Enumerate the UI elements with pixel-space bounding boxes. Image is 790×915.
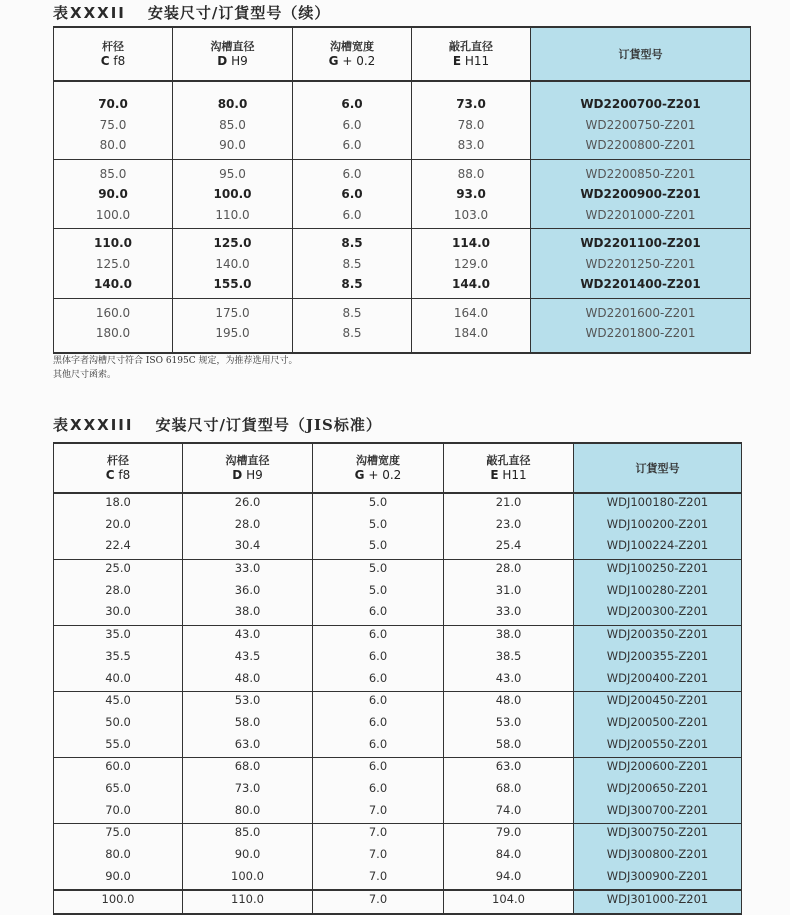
cell-groove-width: 6.0 xyxy=(313,780,444,802)
cell-rod-diameter: 35.5 xyxy=(54,648,183,670)
cell-rod-diameter: 75.0 xyxy=(54,115,173,136)
cell-groove-diameter: 195.0 xyxy=(173,323,293,353)
cell-bore-diameter: 28.0 xyxy=(444,560,574,582)
cell-bore-diameter: 53.0 xyxy=(444,714,574,736)
cell-rod-diameter: 80.0 xyxy=(54,846,183,868)
table-row xyxy=(54,714,742,736)
cell-groove-diameter: 73.0 xyxy=(183,780,313,802)
cell-groove-width: 7.0 xyxy=(313,868,444,891)
header-rod-diameter: 杆径 C f8 xyxy=(54,443,183,493)
cell-groove-diameter: 26.0 xyxy=(183,493,313,516)
cell-bore-diameter: 84.0 xyxy=(444,846,574,868)
cell-groove-width: 6.0 xyxy=(293,81,412,115)
cell-bore-diameter: 74.0 xyxy=(444,802,574,824)
cell-groove-diameter: 43.0 xyxy=(183,626,313,648)
table1-header-row xyxy=(54,27,751,81)
table-row xyxy=(54,736,742,758)
cell-order-number: WDJ100180-Z201 xyxy=(574,493,742,516)
cell-bore-diameter: 129.0 xyxy=(412,254,531,275)
cell-rod-diameter: 30.0 xyxy=(54,603,183,625)
cell-bore-diameter: 103.0 xyxy=(412,205,531,229)
cell-bore-diameter: 83.0 xyxy=(412,135,531,159)
cell-groove-diameter: 85.0 xyxy=(173,115,293,136)
cell-groove-width: 6.0 xyxy=(313,670,444,692)
cell-rod-diameter: 40.0 xyxy=(54,670,183,692)
cell-order-number: WDJ300700-Z201 xyxy=(574,802,742,824)
cell-groove-diameter: 53.0 xyxy=(183,692,313,714)
cell-groove-width: 6.0 xyxy=(293,115,412,136)
header-groove-width: 沟槽宽度 G + 0.2 xyxy=(293,27,412,81)
cell-order-number: WDJ200500-Z201 xyxy=(574,714,742,736)
header-bore-diameter: 敲孔直径 E H11 xyxy=(412,27,531,81)
cell-order-number: WD2201400-Z201 xyxy=(531,274,751,298)
cell-rod-diameter: 25.0 xyxy=(54,560,183,582)
table-row xyxy=(54,115,751,136)
cell-bore-diameter: 31.0 xyxy=(444,582,574,604)
cell-rod-diameter: 100.0 xyxy=(54,205,173,229)
cell-bore-diameter: 38.5 xyxy=(444,648,574,670)
cell-bore-diameter: 63.0 xyxy=(444,758,574,780)
cell-bore-diameter: 79.0 xyxy=(444,824,574,846)
table-row xyxy=(54,81,751,115)
table1-title xyxy=(53,2,330,23)
table1-footnote xyxy=(53,354,297,382)
cell-bore-diameter: 73.0 xyxy=(412,81,531,115)
cell-order-number: WDJ100200-Z201 xyxy=(574,516,742,538)
cell-bore-diameter: 93.0 xyxy=(412,184,531,205)
cell-bore-diameter: 114.0 xyxy=(412,229,531,254)
cell-groove-diameter: 95.0 xyxy=(173,159,293,184)
cell-bore-diameter: 184.0 xyxy=(412,323,531,353)
cell-bore-diameter: 78.0 xyxy=(412,115,531,136)
cell-rod-diameter: 85.0 xyxy=(54,159,173,184)
cell-groove-width: 8.5 xyxy=(293,254,412,275)
cell-groove-width: 5.0 xyxy=(313,582,444,604)
cell-groove-width: 7.0 xyxy=(313,802,444,824)
table-row xyxy=(54,603,742,625)
header-groove-width: 沟槽宽度 G + 0.2 xyxy=(313,443,444,493)
cell-groove-diameter: 90.0 xyxy=(173,135,293,159)
cell-groove-diameter: 48.0 xyxy=(183,670,313,692)
cell-groove-width: 5.0 xyxy=(313,493,444,516)
table2-title xyxy=(53,414,382,435)
table2-title-text: 安装尺寸/订貨型号（JIS标准） xyxy=(155,416,382,434)
table-row xyxy=(54,298,751,323)
table2-header-row xyxy=(54,443,742,493)
table-row xyxy=(54,254,751,275)
cell-bore-diameter: 43.0 xyxy=(444,670,574,692)
cell-rod-diameter: 65.0 xyxy=(54,780,183,802)
cell-order-number: WDJ100250-Z201 xyxy=(574,560,742,582)
table-row xyxy=(54,626,742,648)
cell-groove-width: 8.5 xyxy=(293,323,412,353)
table-row xyxy=(54,274,751,298)
cell-order-number: WDJ100280-Z201 xyxy=(574,582,742,604)
cell-order-number: WDJ200650-Z201 xyxy=(574,780,742,802)
cell-rod-diameter: 35.0 xyxy=(54,626,183,648)
table-row xyxy=(54,537,742,559)
cell-groove-diameter: 68.0 xyxy=(183,758,313,780)
cell-order-number: WD2200850-Z201 xyxy=(531,159,751,184)
table2-jis-dimensions xyxy=(53,442,742,915)
cell-order-number: WDJ200355-Z201 xyxy=(574,648,742,670)
cell-order-number: WD2201250-Z201 xyxy=(531,254,751,275)
cell-bore-diameter: 94.0 xyxy=(444,868,574,891)
cell-groove-diameter: 80.0 xyxy=(173,81,293,115)
cell-groove-diameter: 58.0 xyxy=(183,714,313,736)
cell-groove-diameter: 140.0 xyxy=(173,254,293,275)
cell-bore-diameter: 88.0 xyxy=(412,159,531,184)
table1-title-number: 表XXXII xyxy=(53,4,126,22)
cell-order-number: WD2201000-Z201 xyxy=(531,205,751,229)
cell-groove-width: 7.0 xyxy=(313,824,444,846)
header-rod-diameter: 杆径 C f8 xyxy=(54,27,173,81)
cell-order-number: WDJ300750-Z201 xyxy=(574,824,742,846)
table-row xyxy=(54,135,751,159)
cell-bore-diameter: 38.0 xyxy=(444,626,574,648)
cell-groove-diameter: 100.0 xyxy=(183,868,313,891)
cell-order-number: WD2200900-Z201 xyxy=(531,184,751,205)
cell-groove-diameter: 30.4 xyxy=(183,537,313,559)
cell-groove-width: 6.0 xyxy=(313,648,444,670)
cell-groove-diameter: 110.0 xyxy=(173,205,293,229)
cell-groove-width: 5.0 xyxy=(313,516,444,538)
cell-groove-diameter: 100.0 xyxy=(173,184,293,205)
cell-groove-diameter: 33.0 xyxy=(183,560,313,582)
cell-groove-width: 6.0 xyxy=(313,736,444,758)
cell-groove-diameter: 155.0 xyxy=(173,274,293,298)
cell-rod-diameter: 160.0 xyxy=(54,298,173,323)
cell-groove-width: 6.0 xyxy=(293,205,412,229)
table-row xyxy=(54,868,742,891)
cell-rod-diameter: 22.4 xyxy=(54,537,183,559)
cell-order-number: WD2200800-Z201 xyxy=(531,135,751,159)
cell-groove-width: 7.0 xyxy=(313,846,444,868)
cell-order-number: WDJ200350-Z201 xyxy=(574,626,742,648)
cell-rod-diameter: 125.0 xyxy=(54,254,173,275)
table1-installation-dimensions xyxy=(53,26,751,354)
cell-bore-diameter: 48.0 xyxy=(444,692,574,714)
cell-groove-width: 6.0 xyxy=(313,626,444,648)
cell-groove-width: 6.0 xyxy=(293,135,412,159)
cell-groove-diameter: 80.0 xyxy=(183,802,313,824)
cell-groove-diameter: 43.5 xyxy=(183,648,313,670)
cell-rod-diameter: 45.0 xyxy=(54,692,183,714)
cell-groove-width: 8.5 xyxy=(293,274,412,298)
cell-groove-diameter: 175.0 xyxy=(173,298,293,323)
cell-groove-width: 6.0 xyxy=(313,603,444,625)
table-row xyxy=(54,648,742,670)
table-row xyxy=(54,824,742,846)
cell-rod-diameter: 70.0 xyxy=(54,81,173,115)
cell-groove-width: 6.0 xyxy=(313,758,444,780)
cell-rod-diameter: 18.0 xyxy=(54,493,183,516)
cell-groove-diameter: 125.0 xyxy=(173,229,293,254)
table-row xyxy=(54,780,742,802)
cell-order-number: WDJ301000-Z201 xyxy=(574,890,742,914)
header-groove-diameter: 沟槽直径 D H9 xyxy=(173,27,293,81)
table1-title-text: 安装尺寸/订貨型号（续） xyxy=(147,4,331,22)
cell-order-number: WD2201600-Z201 xyxy=(531,298,751,323)
table2-title-number: 表XXXIII xyxy=(53,416,134,434)
header-order-number: 订貨型号 xyxy=(574,443,742,493)
cell-order-number: WDJ200550-Z201 xyxy=(574,736,742,758)
table-row xyxy=(54,159,751,184)
cell-bore-diameter: 58.0 xyxy=(444,736,574,758)
footnote-line: 黑体字者沟槽尺寸符合 ISO 6195C 规定，为推荐选用尺寸。 xyxy=(53,356,298,366)
cell-order-number: WDJ200300-Z201 xyxy=(574,603,742,625)
cell-rod-diameter: 180.0 xyxy=(54,323,173,353)
cell-groove-diameter: 85.0 xyxy=(183,824,313,846)
cell-order-number: WDJ200600-Z201 xyxy=(574,758,742,780)
cell-groove-width: 5.0 xyxy=(313,537,444,559)
cell-rod-diameter: 140.0 xyxy=(54,274,173,298)
cell-groove-width: 7.0 xyxy=(313,890,444,914)
header-groove-diameter: 沟槽直径 D H9 xyxy=(183,443,313,493)
header-order-number: 订貨型号 xyxy=(531,27,751,81)
cell-bore-diameter: 33.0 xyxy=(444,603,574,625)
cell-groove-diameter: 38.0 xyxy=(183,603,313,625)
cell-rod-diameter: 75.0 xyxy=(54,824,183,846)
table-row xyxy=(54,229,751,254)
cell-rod-diameter: 90.0 xyxy=(54,184,173,205)
cell-order-number: WD2201800-Z201 xyxy=(531,323,751,353)
table-row xyxy=(54,846,742,868)
table-row xyxy=(54,493,742,516)
cell-rod-diameter: 70.0 xyxy=(54,802,183,824)
cell-bore-diameter: 68.0 xyxy=(444,780,574,802)
table-row xyxy=(54,582,742,604)
table-row xyxy=(54,560,742,582)
cell-rod-diameter: 50.0 xyxy=(54,714,183,736)
cell-groove-diameter: 28.0 xyxy=(183,516,313,538)
cell-bore-diameter: 21.0 xyxy=(444,493,574,516)
table-row xyxy=(54,184,751,205)
table-row xyxy=(54,323,751,353)
table-row xyxy=(54,692,742,714)
cell-rod-diameter: 28.0 xyxy=(54,582,183,604)
table-row xyxy=(54,758,742,780)
cell-bore-diameter: 104.0 xyxy=(444,890,574,914)
cell-order-number: WD2201100-Z201 xyxy=(531,229,751,254)
cell-order-number: WDJ300800-Z201 xyxy=(574,846,742,868)
cell-bore-diameter: 23.0 xyxy=(444,516,574,538)
cell-rod-diameter: 100.0 xyxy=(54,890,183,914)
cell-bore-diameter: 164.0 xyxy=(412,298,531,323)
cell-groove-width: 5.0 xyxy=(313,560,444,582)
footnote-line: 其他尺寸函索。 xyxy=(53,370,117,380)
cell-rod-diameter: 90.0 xyxy=(54,868,183,891)
cell-order-number: WD2200750-Z201 xyxy=(531,115,751,136)
cell-rod-diameter: 110.0 xyxy=(54,229,173,254)
cell-order-number: WDJ300900-Z201 xyxy=(574,868,742,891)
cell-rod-diameter: 60.0 xyxy=(54,758,183,780)
cell-rod-diameter: 55.0 xyxy=(54,736,183,758)
cell-rod-diameter: 80.0 xyxy=(54,135,173,159)
cell-groove-width: 8.5 xyxy=(293,298,412,323)
cell-bore-diameter: 25.4 xyxy=(444,537,574,559)
cell-order-number: WDJ100224-Z201 xyxy=(574,537,742,559)
cell-groove-width: 6.0 xyxy=(293,159,412,184)
header-bore-diameter: 敲孔直径 E H11 xyxy=(444,443,574,493)
cell-rod-diameter: 20.0 xyxy=(54,516,183,538)
table-row xyxy=(54,802,742,824)
table-row xyxy=(54,205,751,229)
cell-order-number: WD2200700-Z201 xyxy=(531,81,751,115)
table-row xyxy=(54,516,742,538)
cell-groove-diameter: 110.0 xyxy=(183,890,313,914)
cell-bore-diameter: 144.0 xyxy=(412,274,531,298)
table-row xyxy=(54,890,742,914)
table-row xyxy=(54,670,742,692)
cell-groove-width: 6.0 xyxy=(313,714,444,736)
cell-groove-width: 8.5 xyxy=(293,229,412,254)
cell-groove-diameter: 90.0 xyxy=(183,846,313,868)
cell-order-number: WDJ200450-Z201 xyxy=(574,692,742,714)
cell-groove-width: 6.0 xyxy=(293,184,412,205)
cell-groove-width: 6.0 xyxy=(313,692,444,714)
cell-order-number: WDJ200400-Z201 xyxy=(574,670,742,692)
cell-groove-diameter: 63.0 xyxy=(183,736,313,758)
cell-groove-diameter: 36.0 xyxy=(183,582,313,604)
